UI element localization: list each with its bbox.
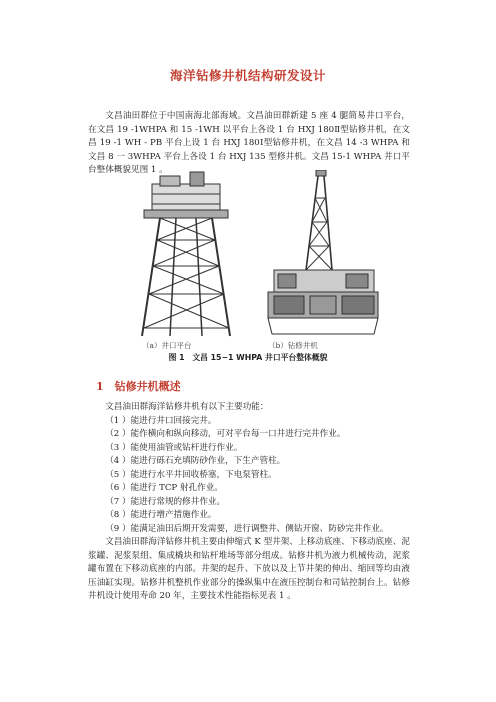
caption-a: （a）井口平台 [142,341,192,350]
section-lead: 文昌油田群海洋钻修井机有以下主要功能： [105,402,269,412]
intro-paragraph: 文昌油田群位于中国南海北部海域。文昌油田群新建 5 座 4 腿简易井口平台，在文昌 19 -1WHPA 和 15 -1WH 以平台上各设 1 台 HXJ 180Ⅱ型钻修井机，在文昌 19 -1 WH - PB 平台上设 1 台 HXJ 180Ⅰ型钻修井机，在文昌 14 -3 WHPA 和文昌 8 一 3WHPA 平台上各设 1 台 HXJ 135 型修井机。文昌 15-1 WHPA 井口平台整体概貌见图 1 。 [88,111,410,175]
closing-paragraph: 文昌油田群海洋钻修井机主要由伸缩式 K 型井架、上移动底座、下移动底座、泥浆罐、泥浆泵组、集成橇块和钻杆堆场等部分组成。钻修井机为液力机械传动，泥浆罐布置在下移动底座的内部。井架的起升、下放以及上节井架的伸出、缩回等均由液压油缸实现。钻修井机整机作业部分的操纵集中在液压控制台和司钻控制台上。钻修井机设计使用寿命 20 年，主要技术性能指标见表 1 。 [88,537,410,601]
figure-1 [120,170,380,355]
list-item: （3 ）能使用油管或钻杆进行作业。 [105,442,243,453]
list-item: （1 ）能进行井口回接完井。 [105,415,217,426]
list-item: （6 ）能进行 TCP 射孔作业。 [105,483,223,493]
figure-title: 图 1 文昌 15−1 WHPA 井口平台整体概貌 [168,353,328,362]
section-heading: 1 钻修井机概述 [96,380,181,393]
wellhead-platform-image [130,170,242,338]
document-title: 海洋钻修井机结构研发设计 [169,68,326,83]
list-item: （7 ）能进行常规的修井作业。 [105,496,226,507]
list-item: （5 ）能进行水平井回收桥塞，下电泵管柱。 [105,469,277,480]
list-item: （9 ）能满足油田后期开发需要，进行调整井、侧钻开窗、防砂完井作业。 [105,523,389,534]
caption-b: （b）钻修井机 [268,341,318,350]
workover-rig-image [266,170,380,338]
section-body [88,401,410,604]
list-item: （4 ）能进行砾石充填防砂作业，下生产管柱。 [105,456,286,466]
list-item: （8 ）能进行增产措施作业。 [105,510,217,520]
list-item: （2 ）能作横向和纵向移动，可对平台每一口井进行完井作业。 [105,429,346,439]
